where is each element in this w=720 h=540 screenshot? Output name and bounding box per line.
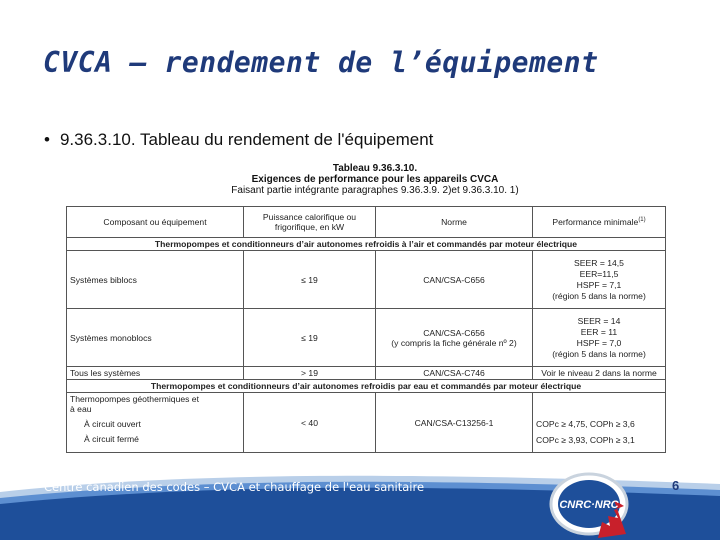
cell-norm: CAN/CSA-C656	[376, 251, 533, 309]
table-band-row	[67, 380, 666, 393]
footer-text: Centre canadien des codes – CVCA et chauffage de l'eau sanitaire	[44, 480, 425, 494]
header-capacity: Puissance calorifique ou frigorifique, en kW	[244, 207, 376, 238]
table-header-row	[67, 207, 666, 238]
cell-performance: SEER = 14 EER = 11 HSPF = 7,0 (région 5 dans la norme)	[533, 309, 666, 367]
table-row	[67, 393, 666, 453]
table-band-row	[67, 238, 666, 251]
cell-norm: CAN/CSA-C656 (y compris la fiche générale nº 2)	[376, 309, 533, 367]
cell-performance: COPc ≥ 4,75, COPh ≥ 3,6 COPc ≥ 3,93, COPh ≥ 3,1	[533, 393, 666, 453]
table-row	[67, 251, 666, 309]
cell-component: Thermopompes géothermiques et à eau À circuit ouvert À circuit fermé	[67, 393, 244, 453]
table-row	[67, 309, 666, 367]
bullet-item	[44, 130, 433, 150]
bullet-text: 9.36.3.10. Tableau du rendement de l'équipement	[59, 130, 434, 149]
table-caption-title: Exigences de performance pour les appareils CVCA	[251, 174, 499, 185]
table-caption-number: Tableau 9.36.3.10.	[332, 163, 418, 174]
cell-capacity: > 19	[244, 367, 376, 380]
cnrc-logo	[546, 468, 632, 540]
header-norm: Norme	[376, 207, 533, 238]
cell-component: Systèmes monoblocs	[67, 309, 244, 367]
table-caption-note: Faisant partie intégrante paragraphes 9.36.3.9. 2)et 9.36.3.10. 1)	[231, 185, 519, 196]
band-water-cooled: Thermopompes et conditionneurs d’air autonomes refroidis par eau et commandés par moteur électrique	[67, 380, 666, 393]
svg-text:CNRC·NRC: CNRC·NRC	[559, 499, 619, 511]
bullet-icon: •	[44, 130, 50, 149]
cell-capacity: < 40	[244, 393, 376, 453]
cell-norm: CAN/CSA-C746	[376, 367, 533, 380]
cell-capacity: ≤ 19	[244, 251, 376, 309]
cell-component: Systèmes biblocs	[67, 251, 244, 309]
cell-performance: SEER = 14,5 EER=11,5 HSPF = 7,1 (région 5 dans la norme)	[533, 251, 666, 309]
table-row	[67, 367, 666, 380]
header-component: Composant ou équipement	[67, 207, 244, 238]
performance-table	[66, 206, 666, 453]
cell-performance: Voir le niveau 2 dans la norme	[533, 367, 666, 380]
cell-capacity: ≤ 19	[244, 309, 376, 367]
cell-norm: CAN/CSA-C13256-1	[376, 393, 533, 453]
slide-title: CVCA – rendement de l’équipement	[43, 46, 599, 79]
page-number: 6	[672, 478, 680, 493]
sub-closed-circuit: À circuit fermé	[84, 434, 139, 444]
header-performance: Performance minimale$^{(1)}$	[533, 207, 666, 238]
band-air-cooled: Thermopompes et conditionneurs d’air autonomes refroidis à l’air et commandés par moteur électrique	[67, 238, 666, 251]
sub-open-circuit: À circuit ouvert	[84, 419, 141, 429]
cell-component: Tous les systèmes	[67, 367, 244, 380]
